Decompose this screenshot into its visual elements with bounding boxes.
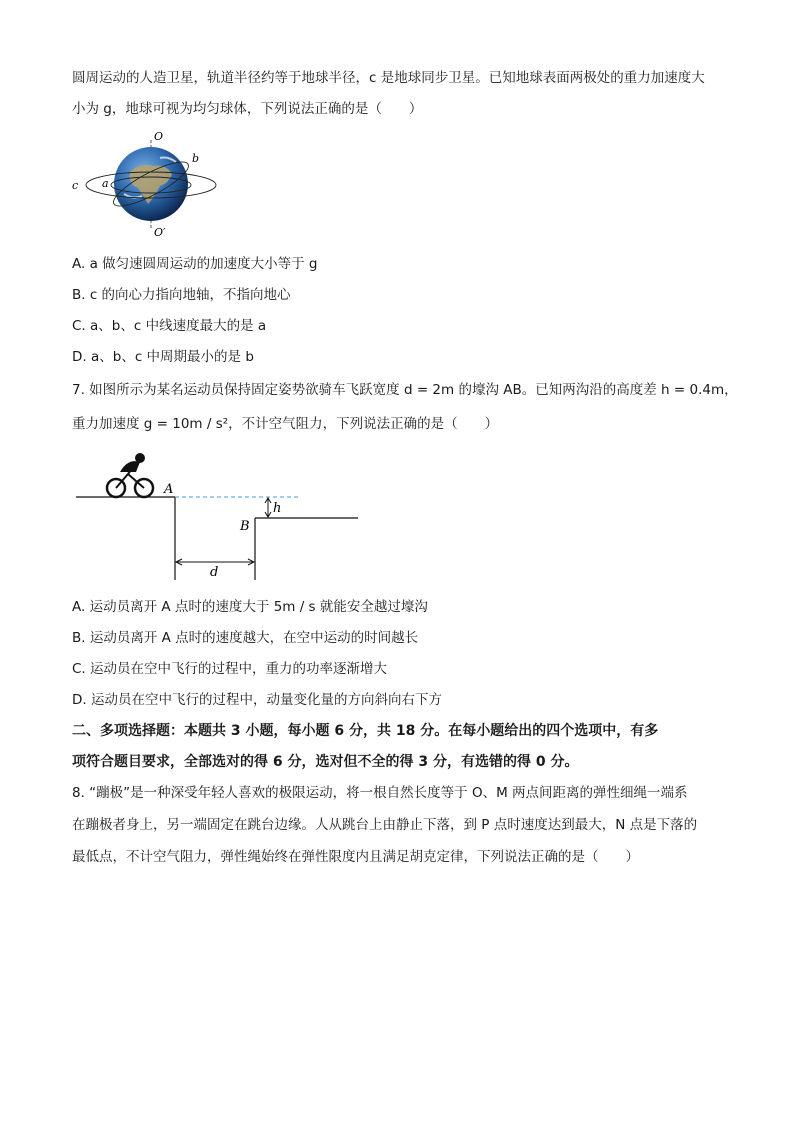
label-a: a [102, 177, 109, 190]
label-A: A [164, 482, 174, 497]
label-c: c [72, 179, 79, 192]
q6-stem-line-1: 圆周运动的人造卫星，轨道半径约等于地球半径，c 是地球同步卫星。已知地球表面两极处的重力加速度大 [72, 70, 705, 86]
q7-option-d: D. 运动员在空中飞行的过程中，动量变化量的方向斜向右下方 [72, 692, 442, 708]
q8-stem-line-3: 最低点，不计空气阻力，弹性绳始终在弹性限度内且满足胡克定律，下列说法正确的是（ ） [72, 849, 639, 865]
q6-option-a: A. a 做匀速圆周运动的加速度大小等于 g [72, 256, 318, 272]
ditch-jump-figure [72, 450, 372, 585]
label-O-prime: O′ [154, 226, 166, 239]
q7-option-a: A. 运动员离开 A 点时的速度大于 5m / s 就能安全越过壕沟 [72, 599, 428, 615]
label-h: h [273, 501, 282, 516]
q6-option-d: D. a、b、c 中周期最小的是 b [72, 349, 254, 365]
q6-stem-line-2: 小为 g，地球可视为均匀球体，下列说法正确的是（ ） [72, 101, 423, 117]
q7-option-c: C. 运动员在空中飞行的过程中，重力的功率逐渐增大 [72, 661, 388, 677]
label-d: d [210, 565, 219, 580]
q8-stem-line-1: 8. “蹦极”是一种深受年轻人喜欢的极限运动，将一根自然长度等于 O、M 两点间距离的弹性细绳一端系 [72, 785, 688, 801]
q7-option-b: B. 运动员离开 A 点时的速度越大，在空中运动的时间越长 [72, 630, 419, 646]
q7-stem-line-1: 7. 如图所示为某名运动员保持固定姿势欲骑车飞跃宽度 d = 2m 的壕沟 AB。已知两沟沿的高度差 h = 0.4m， [72, 382, 738, 398]
cyclist-icon [107, 453, 153, 497]
label-O: O [154, 130, 164, 143]
label-B: B [240, 519, 250, 534]
q6-option-b: B. c 的向心力指向地轴，不指向地心 [72, 287, 291, 303]
earth-satellite-figure [68, 128, 228, 240]
q7-stem-line-2: 重力加速度 g = 10m / s²，不计空气阻力，下列说法正确的是（ ） [72, 416, 499, 432]
q8-stem-line-2: 在蹦极者身上，另一端固定在跳台边缘。人从跳台上由静止下落，到 P 点时速度达到最大，N 点是下落的 [72, 817, 698, 833]
section-2-heading-line-1: 二、多项选择题：本题共 3 小题，每小题 6 分，共 18 分。在每小题给出的四个选项中，有多 [72, 723, 659, 739]
q6-option-c: C. a、b、c 中线速度最大的是 a [72, 318, 267, 334]
section-2-heading-line-2: 项符合题目要求，全部选对的得 6 分，选对但不全的得 3 分，有选错的得 0 分。 [72, 754, 579, 770]
label-b: b [192, 152, 200, 165]
